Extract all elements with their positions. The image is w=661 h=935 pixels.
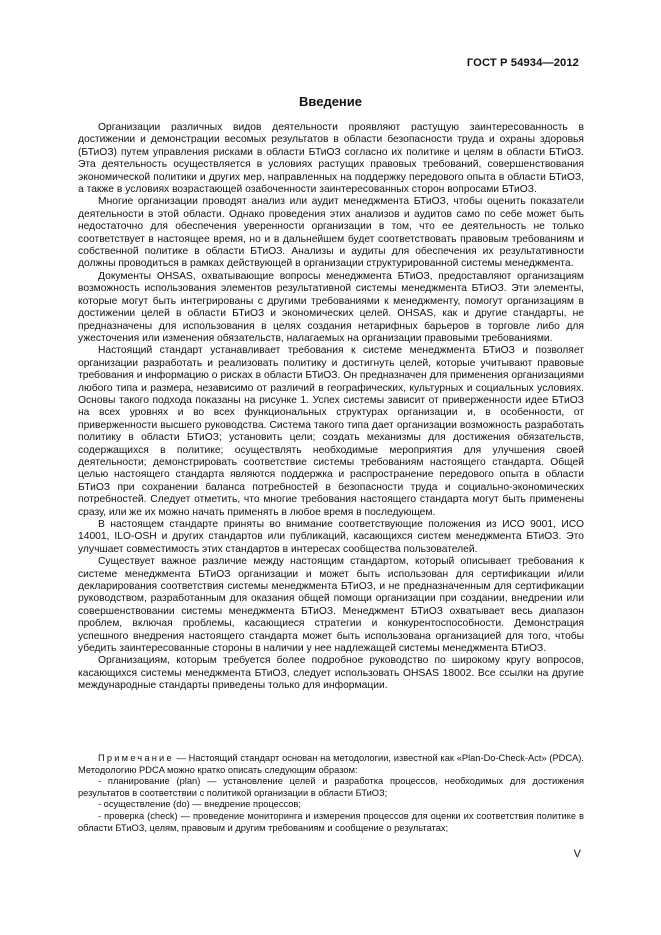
- paragraph-4: Настоящий стандарт устанавливает требования к системе менеджмента БТиОЗ и позволяет организации разработать и реализовать политику и достигнуть целей, которые учитывают правовые требования и информацию о рисках в области БТиОЗ. Он предназначен для применения организациями любого типа и размера, независимо от различий в географических, культурных и социальных условиях. Основы такого подхода показаны на рисунке 1. Успех системы зависит от приверженности идее БТиОЗ на всех уровнях и во всех функциональных структурах организации и, в особенности, от приверженности высшего руководства. Система такого типа дает организации возможность разработать политику в области БТиОЗ; установить цели; создать механизмы для достижения обязательств, содержащихся в политике; осуществлять необходимые мероприятия для улучшения своей деятельности; демонстрировать соответствие системы требованиям настоящего стандарта. Общей целью настоящего стандарта являются поддержка и распространение передового опыта в области БТиОЗ при сохранении баланса потребностей в безопасности труда и социально-экономических потребностей. Следует отметить, что многие требования настоящего стандарта могут быть применены сразу, или же их можно начать применять в любое время в последующем.: [78, 345, 584, 518]
- note-item-check: - проверка (check) — проведение мониторинга и измерения процессов для оценки их соответствия политике в области БТиОЗ, целям, правовым и другим требованиям и сообщение о результатах;: [78, 810, 584, 833]
- note-intro-text: — Настоящий стандарт основан на методологии, известной как «Plan-Do-Check-Act» (PDCA). Методологию PDCA можно кратко описать следующим образом:: [78, 753, 584, 775]
- paragraph-1: Организации различных видов деятельности проявляют растущую заинтересованность в достижении и демонстрации весомых результатов в области безопасности труда и охраны здоровья (БТиОЗ) путем управления рисками в области БТиОЗ согласно их политике и целям в области БТиОЗ. Эта деятельность осуществляется в условиях растущих правовых требований, совершенствования экономической политики и других мер, направленных на поддержку передового опыта в области БТиОЗ, а также в условиях возрастающей озабоченности заинтересованных сторон вопросами БТиОЗ.: [78, 122, 584, 196]
- note-intro: [78, 753, 584, 776]
- page-number: V: [573, 848, 581, 860]
- paragraph-5: В настоящем стандарте приняты во внимание соответствующие положения из ИСО 9001, ИСО 14001, ILO-OSH и других стандартов или публикаций, касающихся систем менеджмента БТиОЗ. Это улучшает совместимость этих стандартов в интересах сообщества пользователей.: [78, 519, 584, 555]
- document-header: ГОСТ Р 54934—2012: [466, 57, 579, 69]
- note-item-plan: - планирование (plan) — установление целей и разработка процессов, необходимых для достижения результатов в соответствии с политикой организации в области БТиОЗ;: [78, 776, 584, 798]
- paragraph-6: Существует важное различие между настоящим стандартом, который описывает требования к системе менеджмента БТиОЗ организации и может быть использован для сертификации и/или декларирования соответствия системы менеджмента БТиОЗ, и не предназначенным для сертификации руководством, разработанным для оказания общей помощи организации при создании, внедрении или совершенствовании системы менеджмента БТиОЗ. Менеджмент БТиОЗ охватывает весь диапазон проблем, включая проблемы, касающиеся стратегии и конкурентоспособности. Демонстрация успешного внедрения настоящего стандарта может быть использована организацией для того, чтобы убедить заинтересованные стороны в наличии у нее надлежащей системы менеджмента БТиОЗ.: [78, 556, 584, 655]
- section-title: Введение: [299, 94, 362, 109]
- paragraph-3: Документы OHSAS, охватывающие вопросы менеджмента БТиОЗ, предоставляют организациям возможность использования элементов результативной системы менеджмента БТиОЗ. Эти элементы, которые могут быть интегрированы с другими требованиями к менеджменту, помогут организациям в достижении целей в области БТиОЗ и экономических целей. OHSAS, как и другие стандарты, не предназначены для использования в целях создания нетарифных барьеров в торговле либо для ужесточения или изменения обязательств, налагаемых на организации правовыми требованиями.: [78, 270, 584, 344]
- note-item-do: - осуществление (do) — внедрение процессов;: [98, 799, 301, 810]
- paragraph-7: Организациям, которым требуется более подробное руководство по широкому кругу вопросов, касающихся системы менеджмента БТиОЗ, следует использовать OHSAS 18002. Все ссылки на другие международные стандарты приведены только для информации.: [78, 655, 584, 692]
- body-text: [78, 122, 584, 693]
- note-label: Примечание: [98, 753, 174, 763]
- paragraph-2: Многие организации проводят анализ или аудит менеджмента БТиОЗ, чтобы оценить показатели деятельности в этой области. Однако проведения этих анализов и аудитов само по себе может быть недостаточно для обеспечения уверенности организации в том, что ее деятельность не только соответствует в настоящее время, но и в дальнейшем будет соответствовать правовым требованиям и собственной политике в области БТиОЗ. Анализы и аудиты для обеспечения их результативности должны проводиться в рамках действующей в организации структурированной системы менеджмента.: [78, 196, 584, 270]
- note-block: [78, 753, 584, 834]
